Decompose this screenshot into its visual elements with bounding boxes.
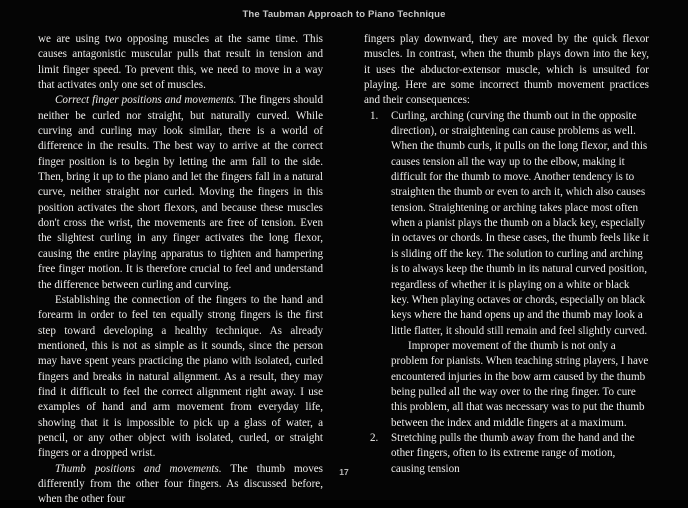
- left-column: [38, 32, 324, 506]
- list-item-sub-paragraph: Improper movement of the thumb is not only a problem for pianists. When teaching string players, I have encountered injuries in the bow arm caused by the thumb being pulled all the way over to the ring finger. To cure this problem, all that was necessary was to put the thumb between the index and middle fingers at a maximum.: [391, 339, 649, 429]
- list-item-text: Stretching pulls the thumb away from the hand and the other fingers, often to its extreme range of motion, causing tension: [391, 431, 635, 475]
- page-number: 17: [339, 467, 349, 477]
- paragraph-body: The thumb moves differently from the other four fingers. As discussed before, when the other four: [38, 462, 323, 506]
- list-marker: 1.: [370, 109, 379, 122]
- runin-heading-correct-finger-positions: Correct finger positions and movements.: [55, 94, 237, 107]
- right-column: [364, 32, 649, 475]
- list-marker: 2.: [370, 431, 379, 444]
- paragraph-continued: fingers play downward, they are moved by the quick flexor muscles. In contrast, when the thumb plays down into the key, it uses the abductor-extensor muscle, which is unsuited for playing. Here are some incorrect thumb movement practices and their consequences:: [364, 33, 649, 107]
- runin-heading-thumb-positions: Thumb positions and movements.: [55, 462, 222, 475]
- paragraph-body: The fingers should neither be curled nor straight, but naturally curved. While curving and curling may look similar, there is a world of difference in the results. The best way to arrive at the correct finger position is to begin by letting the arm fall to the side. Then, bring it up to the piano and let the fingers fall in a natural curve, neither straight nor curled. Moving the fingers in this position activates the short flexors, and because these muscles don't cross the wrist, the movements are free of tension. Even the slightest curling in any finger activates the long flexor, causing the entire playing apparatus to tighten and hampering free finger motion. It is therefore crucial to feel and understand the difference between curling and curving.: [38, 94, 324, 291]
- running-head: The Taubman Approach to Piano Technique: [242, 9, 446, 20]
- paragraph-continued: we are using two opposing muscles at the same time. This causes antagonistic muscular pulls that result in tension and limit finger speed. To prevent this, we need to move in a way that activates only one set of muscles.: [38, 33, 323, 92]
- list-item-text: Curling, arching (curving the thumb out in the opposite direction), or straightening can cause problems as well. When the thumb curls, it pulls on the long flexor, and this causes tension all the way up to the elbow, making it difficult for the thumb to move. Another tendency is to straighten the thumb or even to arch it, which also causes tension. Straightening or arching takes place most often when a pianist plays the thumb on a black key, especially in octaves or chords. In these cases, the thumb feels like it is sliding off the key. The solution to curling and arching is to always keep the thumb in its natural curved position, regardless of whether it is playing on a white or black key. When playing octaves or chords, especially on black keys where the hand opens up and the thumb may look a little flatter, it should still remain and feel slightly curved.: [391, 109, 649, 337]
- paragraph-correct-finger-positions: [38, 93, 323, 292]
- list-item: [364, 109, 649, 431]
- paragraph-establishing-connection: Establishing the connection of the fingers to the hand and forearm in order to feel ten equally strong fingers is the first step toward developing a healthy technique. As already mentioned, this is not as simple as it sounds, since the person may have spent years practicing the piano with isolated, curled fingers and breaks in natural alignment. As a result, they may find it difficult to feel the correct alignment right away. I use examples of hand and arm movement from everyday life, showing that it is impossible to pick up a glass of water, a pencil, or any other object with isolated, curled, or straight fingers or a dropped wrist.: [38, 293, 323, 460]
- incorrect-thumb-practices-list: [364, 109, 649, 477]
